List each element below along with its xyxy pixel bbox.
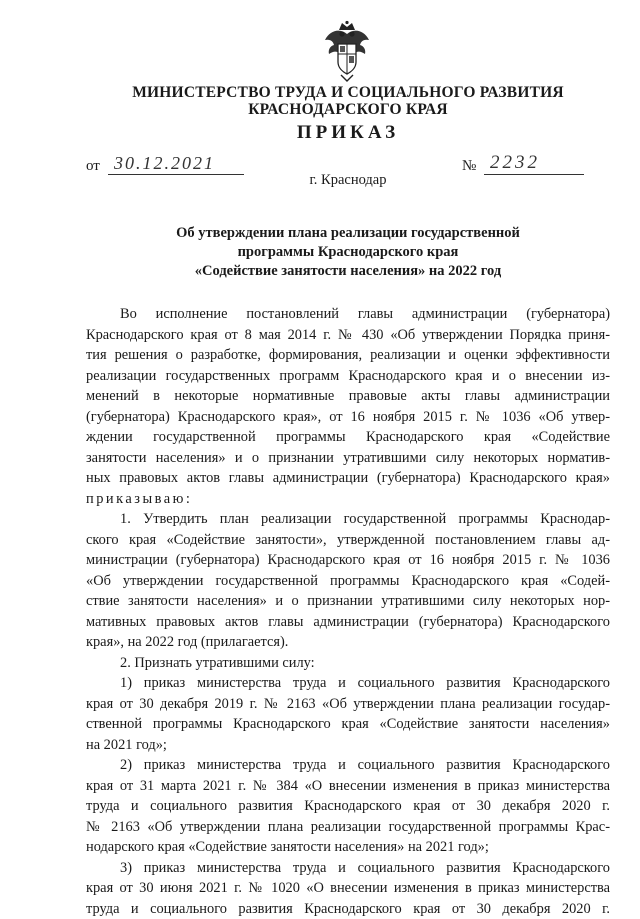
order-body-text bbox=[86, 304, 610, 919]
body-text-line: труда и социального развития Краснодарского края от 30 декабря 2020 г. bbox=[86, 899, 610, 919]
body-text-line: занятости населения» и о признании утратившими силу некоторых норматив- bbox=[86, 448, 610, 469]
body-text-line: Краснодарского края от 8 мая 2014 г. № 430 «Об утверждении Порядка приня- bbox=[86, 325, 610, 346]
body-text-line: 2. Признать утратившими силу: bbox=[86, 653, 610, 674]
document-type-title: ПРИКАЗ bbox=[80, 122, 616, 144]
body-text-line: реализации государственных программ Краснодарского края и о внесении из- bbox=[86, 366, 610, 387]
body-text-line: края от 30 июня 2021 г. № 1020 «О внесении изменения в приказ министерства bbox=[86, 878, 610, 899]
body-text-line: ждении государственной программы Краснодарского края «Содействие bbox=[86, 427, 610, 448]
ministry-name-line2: КРАСНОДАРСКОГО КРАЯ bbox=[80, 101, 616, 118]
body-text-line: 2) приказ министерства труда и социального развития Краснодарского bbox=[86, 755, 610, 776]
ministry-name-line1: МИНИСТЕРСТВО ТРУДА И СОЦИАЛЬНОГО РАЗВИТИЯ bbox=[80, 84, 616, 101]
city-label: г. Краснодар bbox=[80, 172, 616, 189]
number-prefix: № bbox=[462, 158, 476, 175]
body-text-line: № 2163 «Об утверждении плана реализации государственной программы Крас- bbox=[86, 817, 610, 838]
body-text-line: края», на 2022 год (прилагается). bbox=[86, 632, 610, 653]
body-text-line: 3) приказ министерства труда и социального развития Краснодарского bbox=[86, 858, 610, 879]
body-text-line: ствие занятости населения» и о признании утратившими силу некоторых нор- bbox=[86, 591, 610, 612]
body-text-line: (губернатора) Краснодарского края», от 16 ноября 2015 г. № 1036 «Об утвер- bbox=[86, 407, 610, 428]
body-text-line: приказываю: bbox=[86, 489, 610, 510]
body-text-line: края от 30 декабря 2019 г. № 2163 «Об утверждении плана реализации государ- bbox=[86, 694, 610, 715]
body-text-line: на 2021 год»; bbox=[86, 735, 610, 756]
body-text-line: «Об утверждении государственной программы Краснодарского края «Содей- bbox=[86, 571, 610, 592]
ministry-name bbox=[80, 84, 616, 118]
handwritten-number: 2232 bbox=[484, 152, 584, 175]
body-text-line: ственной программы Краснодарского края «Содействие занятости населения» bbox=[86, 714, 610, 735]
body-text-line: ных правовых актов главы администрации (губернатора) Краснодарского края» bbox=[86, 468, 610, 489]
body-text-line: 1) приказ министерства труда и социального развития Краснодарского bbox=[86, 673, 610, 694]
subject-line: «Содействие занятости населения» на 2022 год bbox=[120, 262, 576, 281]
order-subject bbox=[120, 224, 576, 281]
body-text-line: мативных правовых актов главы администрации (губернатора) Краснодарского bbox=[86, 612, 610, 633]
body-text-line: менений в некоторые нормативные правовые акты главы администрации bbox=[86, 386, 610, 407]
body-text-line: министрации (губернатора) Краснодарского края от 16 ноября 2015 г. № 1036 bbox=[86, 550, 610, 571]
body-text-line: тия решения о разработке, формирования, реализации и оценки эффективности bbox=[86, 345, 610, 366]
date-prefix: от bbox=[86, 158, 100, 175]
handwritten-date: 30.12.2021 bbox=[108, 152, 244, 175]
body-text-line: ского края «Содействие занятости», утвержденной постановлением главы ад- bbox=[86, 530, 610, 551]
body-text-line: Во исполнение постановлений главы администрации (губернатора) bbox=[86, 304, 610, 325]
body-text-line: труда и социального развития Краснодарского края от 30 декабря 2020 г. bbox=[86, 796, 610, 817]
subject-line: Об утверждении плана реализации государственной bbox=[120, 224, 576, 243]
body-text-line: края от 31 марта 2021 г. № 384 «О внесении изменения в приказ министерства bbox=[86, 776, 610, 797]
body-text-line: нодарского края «Содействие занятости населения» на 2021 год»; bbox=[86, 837, 610, 858]
coat-of-arms-icon bbox=[322, 20, 372, 82]
body-text-line: 1. Утвердить план реализации государственной программы Краснодар- bbox=[86, 509, 610, 530]
subject-line: программы Краснодарского края bbox=[120, 243, 576, 262]
